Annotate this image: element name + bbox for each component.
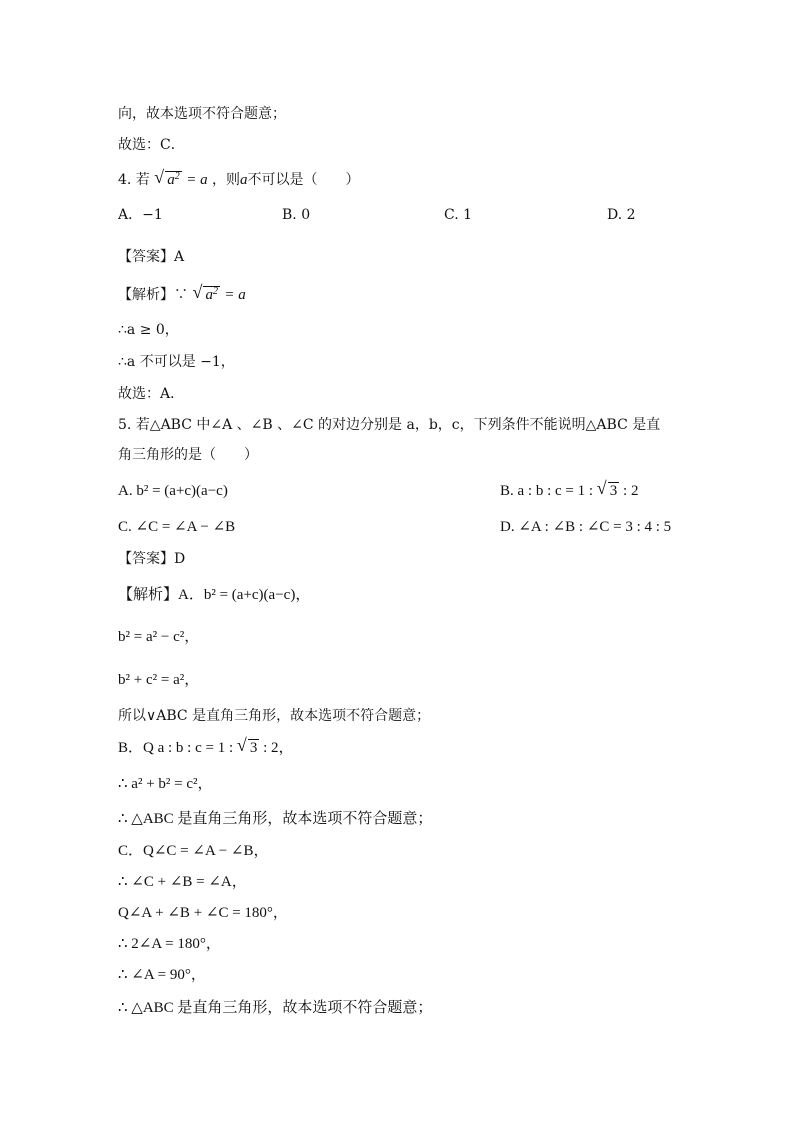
- solution-line: ∴a ≥ 0，: [118, 322, 179, 338]
- solution-line: ∴ △ABC 是直角三角形，故本选项不符合题意；: [118, 811, 433, 827]
- question-5-stem: 5. 若△ABC 中∠A 、∠B 、∠C 的对边分别是 a，b，c，下列条件不能说明△ABC 是直: [118, 417, 661, 433]
- option-b: B. 0: [282, 207, 311, 223]
- sqrt-symbol: √ 3: [596, 478, 618, 499]
- sqrt-symbol: √ $a^2$: [192, 282, 218, 303]
- text-line: 故选：C．: [118, 137, 185, 153]
- answer-label: 【答案】D: [118, 551, 186, 567]
- solution-line: ∴ ∠A = 90°，: [118, 967, 206, 983]
- question-5-stem: 角三角形的是（ ）: [118, 447, 258, 463]
- solution-line: Q∠A + ∠B + ∠C = 180°，: [118, 905, 288, 921]
- solution-line: ∴ a² + b² = c²，: [118, 776, 213, 792]
- question-4-stem: 4. 若 √ $a^2 = a$ ，则a不可以是（ ）: [118, 167, 360, 188]
- solution-line: C．Q∠C = ∠A − ∠B，: [118, 843, 269, 859]
- solution-line: ∴ △ABC 是直角三角形，故本选项不符合题意；: [118, 1000, 433, 1016]
- answer-label: 【答案】A: [118, 249, 185, 265]
- solution-line: 【解析】∵ √ $a^2 = a$: [118, 282, 246, 303]
- text-line: 向，故本选项不符合题意；: [118, 106, 286, 122]
- sqrt-symbol: √ $a^2$: [154, 167, 180, 188]
- option-d: D. 2: [607, 207, 636, 223]
- option-d: D. ∠A : ∠B : ∠C = 3 : 4 : 5: [500, 519, 672, 535]
- solution-line: ∴ 2∠A = 180°，: [118, 936, 221, 952]
- solution-line: B．Q a : b : c = 1 : √ 3 : 2，: [118, 735, 294, 756]
- solution-line: ∴a 不可以是 −1，: [118, 354, 235, 370]
- solution-line: ∴ ∠C + ∠B = ∠A，: [118, 874, 247, 890]
- solution-line: 【解析】A．b² = (a+c)(a−c)，: [118, 587, 311, 603]
- sqrt-symbol: √ 3: [236, 735, 258, 756]
- option-c: C. ∠C = ∠A − ∠B: [118, 519, 236, 535]
- option-c: C. 1: [444, 207, 473, 223]
- option-a: A. b² = (a+c)(a−c): [118, 483, 228, 499]
- solution-line: 故选：A．: [118, 386, 185, 402]
- option-a: A．−1: [118, 207, 163, 223]
- solution-line: b² = a² − c²，: [118, 629, 200, 645]
- solution-line: b² + c² = a²，: [118, 672, 200, 688]
- option-b: B. a : b : c = 1 : √ 3 : 2: [500, 478, 639, 499]
- solution-line: 所以∨ABC 是直角三角形，故本选项不符合题意；: [118, 708, 431, 724]
